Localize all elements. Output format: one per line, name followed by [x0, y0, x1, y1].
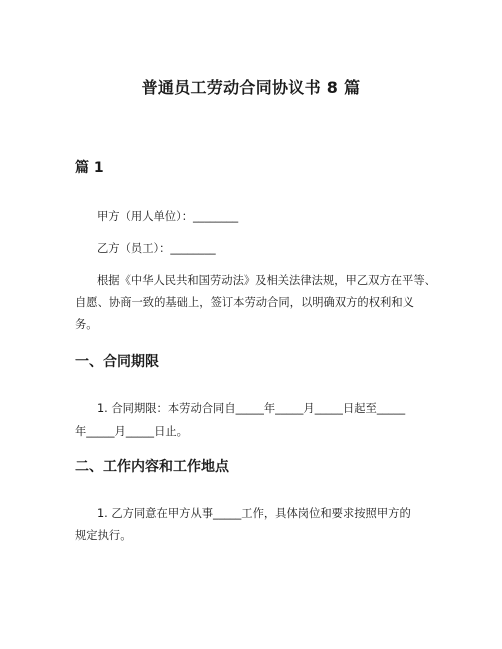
term-clause-line-2: 年_____月_____日止。: [75, 425, 188, 438]
work-clause-line-2: 规定执行。: [75, 529, 132, 542]
document-title: 普通员工劳动合同协议书 8 篇: [141, 78, 361, 97]
party-a-line: 甲方（用人单位）：________: [97, 210, 239, 223]
term-clause-line-1: 1. 合同期限：本劳动合同自_____年_____月_____日起至_____: [97, 402, 406, 415]
part-heading: 篇 1: [75, 160, 104, 176]
intro-paragraph-line-1: 根据《中华人民共和国劳动法》及相关法律法规，甲乙双方在平等、: [97, 274, 436, 287]
intro-paragraph-line-3: 务。: [75, 318, 98, 331]
intro-paragraph-line-2: 自愿、协商一致的基础上，签订本劳动合同，以明确双方的权利和义: [75, 296, 414, 309]
party-b-line: 乙方（员工）：________: [97, 242, 216, 255]
section-heading-term: 一、合同期限: [75, 354, 159, 370]
section-heading-work: 二、工作内容和工作地点: [75, 459, 229, 475]
work-clause-line-1: 1. 乙方同意在甲方从事_____工作，具体岗位和要求按照甲方的: [97, 507, 411, 520]
